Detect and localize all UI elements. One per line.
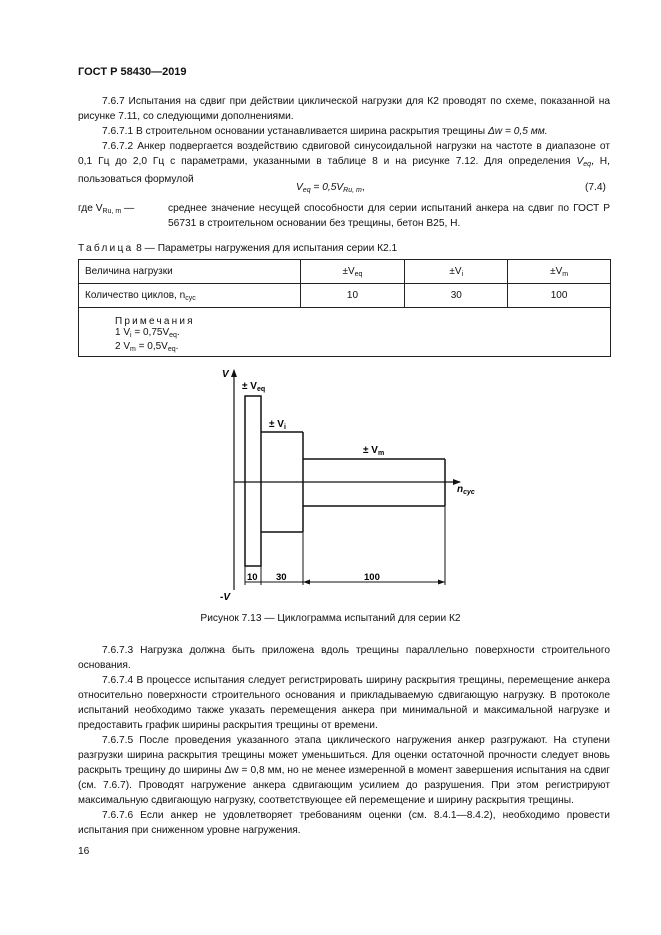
where-symbol: где $V_{Ru, m}$ — [78, 203, 135, 215]
y-axis-bottom-label: -V [220, 592, 230, 603]
x-axis-label: $n_{cyc}$ [457, 484, 475, 496]
table-cell-label: Количество циклов, $n_{cyc}$ [79, 284, 301, 308]
paragraph-7-6-7-5: 7.6.7.5 После проведения указанного этапа циклического нагружения анкер разгружают. На ступени разгрузки ширина раскрытия трещины может уменьшиться. Для оценки остаточной прочности следует вновь раскрыть трещину до ширины Δw = 0,8 мм, но не менее измеренной в момент завершения испытания на сдвиг (см. 7.6.7). Проводят нагружение анкера сдвигающим усилием до разрушения. При этом регистрируют максимальную сдвигающую нагрузку, соответствующее ей перемещение и ширину раскрытия трещины. [78, 735, 610, 806]
table-cell: 100 [508, 284, 611, 308]
dimension-100: 100 [364, 572, 380, 583]
paragraph-7-6-7-2-text: 7.6.7.2 Анкер подвергается воздействию сдвиговой синусоидальной нагрузки на частоте в диапазоне от 0,1 Гц до 2,0 Гц с параметрами, указанными в таблице 8 и на рисунке 7.12. Для определения [78, 141, 610, 167]
veq-symbol: $V_{eq}$ [576, 156, 592, 168]
note-2: 2 $V_m = 0,5V_{eq}$. [115, 341, 179, 353]
table-cell: $\pm V_i$ [405, 260, 508, 284]
paragraph-7-6-7: 7.6.7 Испытания на сдвиг при действии циклической нагрузки для К2 проводят по схеме, показанной на рисунке 7.11, со следующими дополнениями. [78, 96, 610, 122]
formula-number: (7.4) [585, 182, 606, 193]
note-1: 1 $V_i = 0,75V_{eq}$. [115, 327, 180, 339]
crack-width-value: Δw = 0,5 мм. [487, 126, 548, 137]
label-veq: ± $V_{eq}$ [242, 381, 266, 393]
paragraph-7-6-7-6: 7.6.7.6 Если анкер не удовлетворяет требованиям оценки (см. 8.4.1—8.4.2), необходимо провести испытания при сниженном уровне нагружения. [78, 810, 610, 836]
table-cell-label: Величина нагрузки [79, 260, 301, 284]
page-number: 16 [78, 846, 90, 857]
veq-block [245, 396, 261, 566]
dimension-30: 30 [276, 572, 287, 583]
table-cell: $\pm V_{eq}$ [300, 260, 405, 284]
table-caption: Таблица 8 — Параметры нагружения для испытания серии К2.1 [78, 243, 398, 254]
where-description: среднее значение несущей способности для серии испытаний анкера на сдвиг по ГОСТ Р 56731 в строительном основании без трещины, бетон В25, Н. [168, 203, 610, 229]
table-cell: $\pm V_m$ [508, 260, 611, 284]
dimension-10: 10 [247, 572, 258, 583]
label-vm: ± $V_m$ [363, 445, 385, 457]
document-header: ГОСТ Р 58430—2019 [78, 66, 187, 78]
y-axis-top-label: V [222, 369, 229, 380]
paragraph-7-6-7-1-text: 7.6.7.1 В строительном основании устанавливается ширина раскрытия трещины [102, 126, 488, 137]
notes-title: Примечания [115, 316, 195, 327]
table-cell: 30 [405, 284, 508, 308]
paragraph-7-6-7-2-tail: , Н, пользоваться формулой [78, 156, 610, 185]
label-vi: ± $V_i$ [269, 419, 286, 431]
paragraph-7-6-7-3: 7.6.7.3 Нагрузка должна быть приложена вдоль трещины параллельно поверхности строительного основания. [78, 645, 610, 671]
table-cell: 10 [300, 284, 405, 308]
paragraph-7-6-7-4: 7.6.7.4 В процессе испытания следует регистрировать ширину раскрытия трещины, перемещение анкера относительно поверхности строительного основания и прикладываемую сдвигающую нагрузку. В протоколе испытаний необходимо также указать перемещения анкера при минимальной и максимальной нагрузке и предоставить график ширины раскрытия трещины от времени. [78, 675, 610, 731]
figure-caption: Рисунок 7.13 — Циклограмма испытаний для серии К2 [200, 613, 461, 624]
formula-7-4: $V_{eq} = 0,5V_{Ru, m}$, [296, 182, 365, 194]
